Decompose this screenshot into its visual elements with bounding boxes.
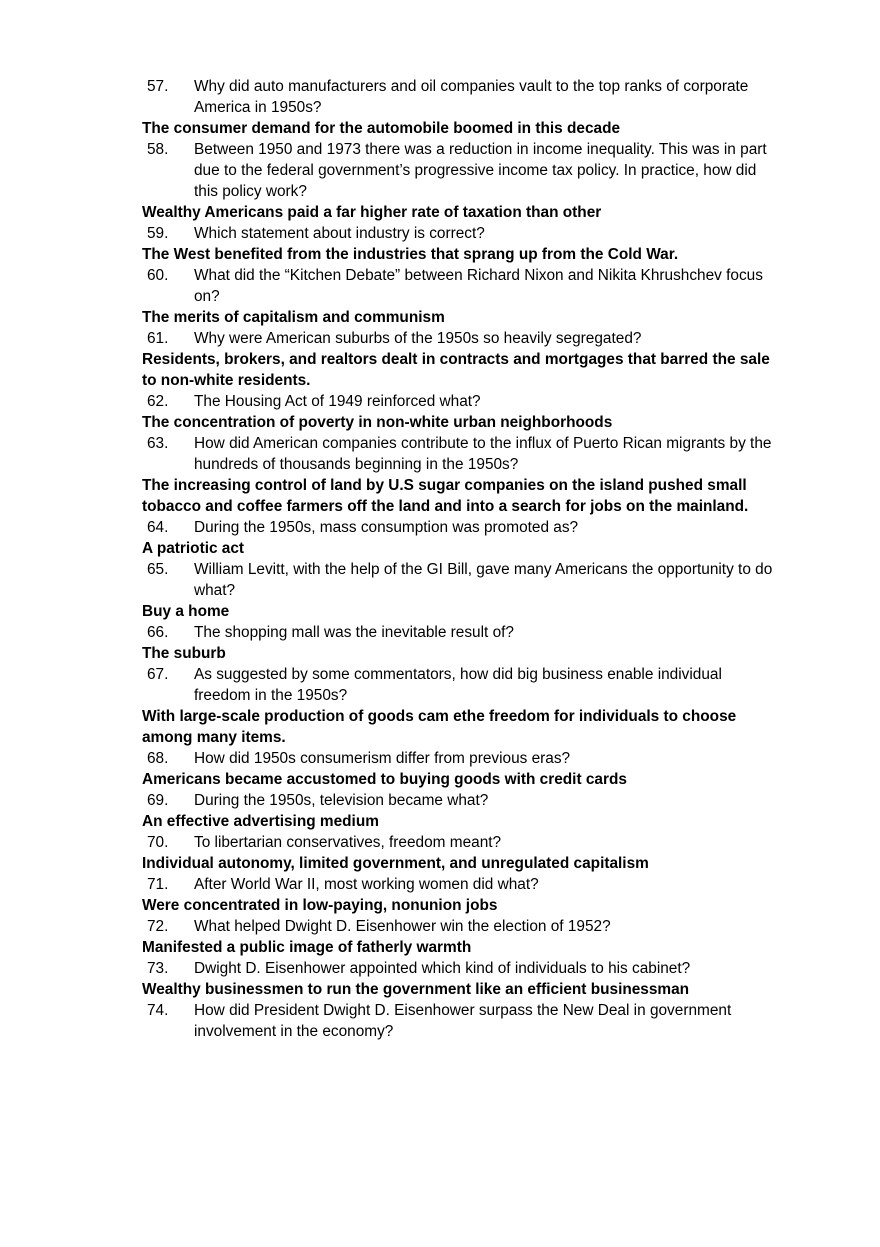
question [142,664,782,706]
qa-item-58 [142,139,782,223]
answer: The suburb [142,645,226,662]
question-number: 73. [147,960,169,977]
answer: An effective advertising medium [142,813,379,830]
question-number: 57. [147,78,169,95]
qa-item-72 [142,916,782,958]
question-text: After World War II, most working women did what? [194,876,539,893]
qa-item-73 [142,958,782,1000]
question-text: What did the “Kitchen Debate” between Richard Nixon and Nikita Khrushchev focus on? [194,267,763,305]
qa-item-74 [142,1000,782,1042]
answer: Americans became accustomed to buying goods with credit cards [142,771,627,788]
question [142,916,782,937]
question-number: 67. [147,666,169,683]
answer: Buy a home [142,603,230,620]
question-number: 60. [147,267,169,284]
question-number: 61. [147,330,169,347]
answer: The consumer demand for the automobile boomed in this decade [142,120,621,137]
question-number: 71. [147,876,169,893]
question-text: During the 1950s, mass consumption was promoted as? [194,519,579,536]
answer: Wealthy Americans paid a far higher rate of taxation than other [142,204,602,221]
question-text: The shopping mall was the inevitable result of? [194,624,514,641]
qa-item-69 [142,790,782,832]
question [142,1000,782,1042]
question-number: 70. [147,834,169,851]
question-text: How did American companies contribute to the influx of Puerto Rican migrants by the hundreds of thousands beginning in the 1950s? [194,435,772,473]
question [142,874,782,895]
question [142,790,782,811]
question-text: As suggested by some commentators, how did big business enable individual freedom in the 1950s? [194,666,722,704]
question-number: 59. [147,225,169,242]
question [142,622,782,643]
qa-item-71 [142,874,782,916]
question [142,265,782,307]
qa-item-66 [142,622,782,664]
question [142,76,782,118]
question-text: Why did auto manufacturers and oil companies vault to the top ranks of corporate America in 1950s? [194,78,749,116]
answer: Wealthy businessmen to run the government like an efficient businessman [142,981,690,998]
question-text: To libertarian conservatives, freedom meant? [194,834,502,851]
question [142,559,782,601]
answer: The concentration of poverty in non-white urban neighborhoods [142,414,613,431]
question-text: Why were American suburbs of the 1950s so heavily segregated? [194,330,642,347]
question-number: 63. [147,435,169,452]
qa-item-62 [142,391,782,433]
question-text: Dwight D. Eisenhower appointed which kind of individuals to his cabinet? [194,960,691,977]
question-number: 66. [147,624,169,641]
question-text: The Housing Act of 1949 reinforced what? [194,393,481,410]
document-page [142,76,782,1042]
qa-item-59 [142,223,782,265]
question-text: Between 1950 and 1973 there was a reduction in income inequality. This was in part due to the federal government’s progressive income tax policy. In practice, how did this policy work? [194,141,767,200]
question [142,223,782,244]
question [142,748,782,769]
question-number: 62. [147,393,169,410]
qa-item-68 [142,748,782,790]
qa-item-67 [142,664,782,748]
qa-item-60 [142,265,782,328]
qa-item-63 [142,433,782,517]
question [142,433,782,475]
question [142,391,782,412]
question [142,328,782,349]
answer: Individual autonomy, limited government, and unregulated capitalism [142,855,649,872]
question-number: 74. [147,1002,169,1019]
question-number: 69. [147,792,169,809]
question-text: William Levitt, with the help of the GI Bill, gave many Americans the opportunity to do what? [194,561,773,599]
question-number: 68. [147,750,169,767]
qa-item-70 [142,832,782,874]
answer: A patriotic act [142,540,245,557]
question-number: 64. [147,519,169,536]
answer: With large-scale production of goods cam ethe freedom for individuals to choose among many items. [142,708,737,746]
question [142,517,782,538]
question-text: How did President Dwight D. Eisenhower surpass the New Deal in government involvement in the economy? [194,1002,732,1040]
answer: The merits of capitalism and communism [142,309,445,326]
answer: The increasing control of land by U.S sugar companies on the island pushed small tobacco and coffee farmers off the land and into a search for jobs on the mainland. [142,477,749,515]
question-text: How did 1950s consumerism differ from previous eras? [194,750,571,767]
question-number: 58. [147,141,169,158]
question-text: Which statement about industry is correct? [194,225,485,242]
question [142,958,782,979]
question [142,832,782,853]
question-text: During the 1950s, television became what? [194,792,489,809]
answer: The West benefited from the industries that sprang up from the Cold War. [142,246,679,263]
question-number: 65. [147,561,169,578]
qa-item-61 [142,328,782,391]
answer: Residents, brokers, and realtors dealt in contracts and mortgages that barred the sale to non-white residents. [142,351,770,389]
question [142,139,782,202]
qa-item-57 [142,76,782,139]
question-number: 72. [147,918,169,935]
qa-item-65 [142,559,782,622]
answer: Were concentrated in low-paying, nonunion jobs [142,897,498,914]
qa-item-64 [142,517,782,559]
question-text: What helped Dwight D. Eisenhower win the election of 1952? [194,918,611,935]
answer: Manifested a public image of fatherly warmth [142,939,472,956]
